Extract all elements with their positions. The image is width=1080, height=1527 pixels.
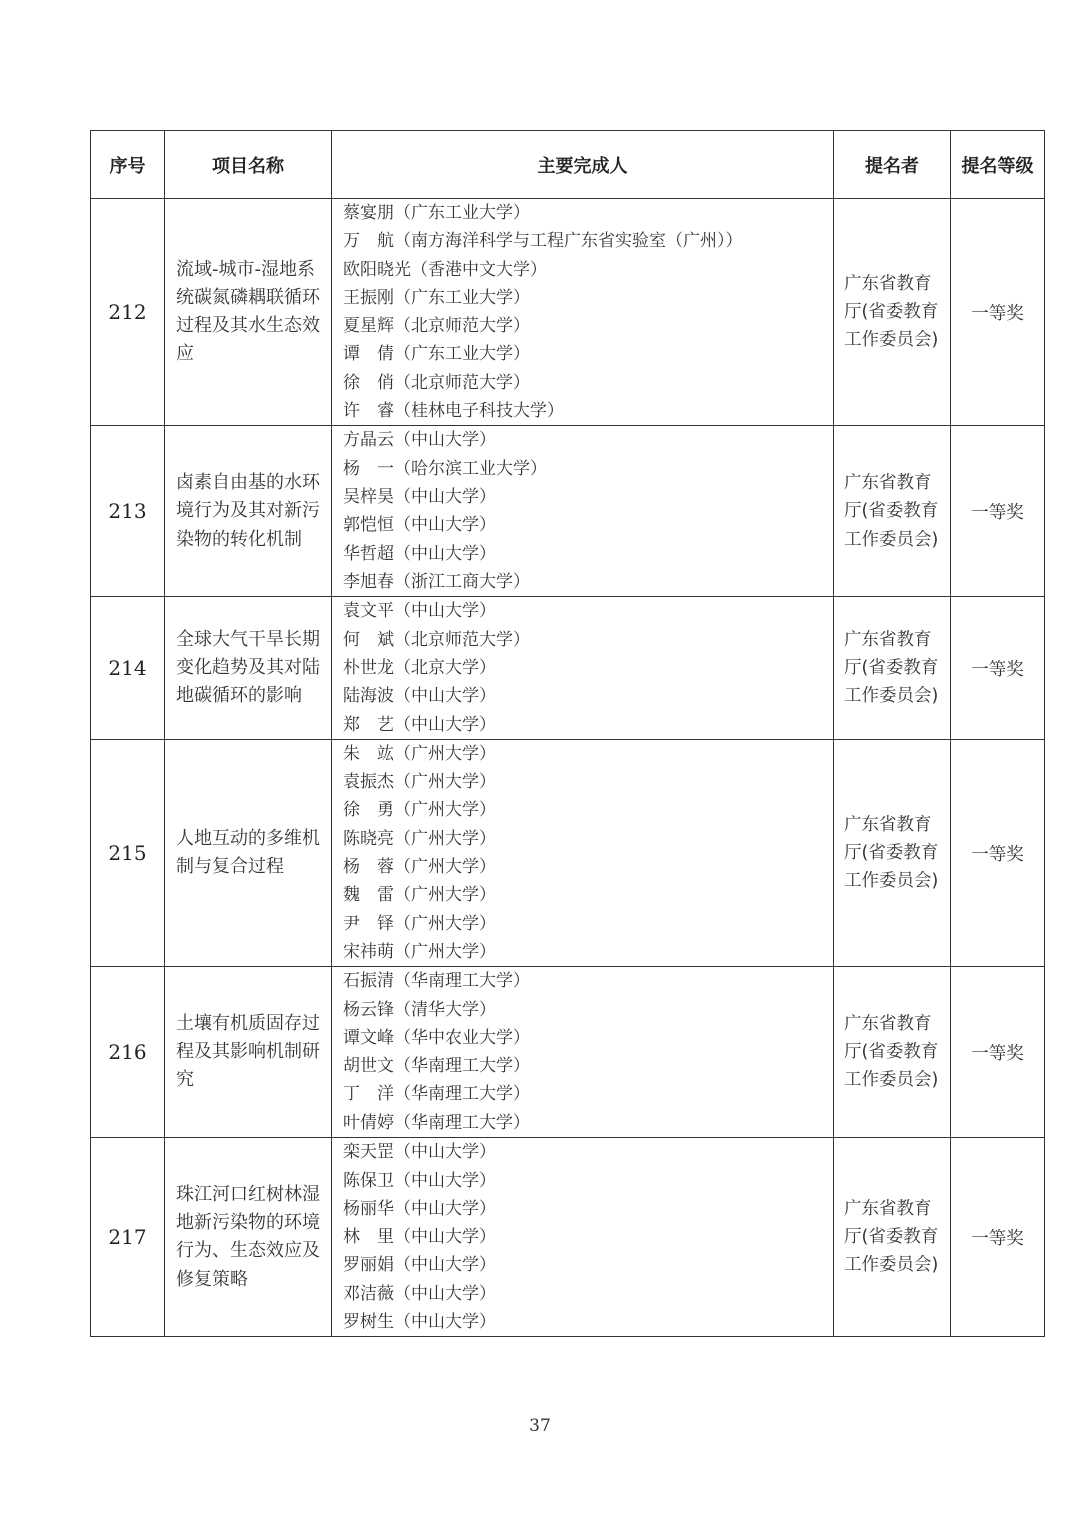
table-row	[91, 739, 1045, 966]
contributor-entry: 郑 艺（中山大学）	[343, 714, 496, 735]
header-project-name: 项目名称	[165, 131, 332, 199]
contributor-entry: 许 睿（桂林电子科技大学）	[343, 401, 564, 422]
contributor-entry: 杨丽华（中山大学）	[343, 1198, 496, 1219]
table-body	[91, 199, 1045, 1337]
contributor-entry: 邓洁薇（中山大学）	[343, 1283, 496, 1304]
row-nomination-level: 一等奖	[951, 199, 1045, 426]
contributor-entry: 陈晓亮（广州大学）	[343, 828, 496, 849]
row-project-name: 全球大气干旱长期变化趋势及其对陆地碳循环的影响	[165, 597, 332, 739]
contributor-entry: 吴梓昊（中山大学）	[343, 486, 496, 507]
row-nominator: 广东省教育厅(省委教育工作委员会)	[834, 967, 951, 1138]
row-contributors	[332, 739, 834, 966]
row-seq-number: 215	[91, 739, 165, 966]
table-header-row	[91, 131, 1045, 199]
contributor-entry: 李旭春（浙江工商大学）	[343, 571, 530, 592]
row-project-name: 卤素自由基的水环境行为及其对新污染物的转化机制	[165, 426, 332, 597]
row-nomination-level: 一等奖	[951, 967, 1045, 1138]
table-row	[91, 597, 1045, 739]
contributor-entry: 欧阳晓光（香港中文大学）	[343, 259, 547, 280]
contributor-entry: 杨 一（哈尔滨工业大学）	[343, 458, 547, 479]
award-nomination-table	[90, 130, 1045, 1337]
contributor-entry: 杨云锋（清华大学）	[343, 999, 496, 1020]
row-contributors	[332, 199, 834, 426]
contributor-entry: 丁 洋（华南理工大学）	[343, 1084, 530, 1105]
row-seq-number: 213	[91, 426, 165, 597]
row-nominator: 广东省教育厅(省委教育工作委员会)	[834, 739, 951, 966]
contributor-entry: 杨 蓉（广州大学）	[343, 857, 496, 878]
row-nomination-level: 一等奖	[951, 597, 1045, 739]
row-seq-number: 212	[91, 199, 165, 426]
contributor-entry: 谭 倩（广东工业大学）	[343, 344, 530, 365]
contributor-entry: 叶倩婷（华南理工大学）	[343, 1112, 530, 1133]
row-nomination-level: 一等奖	[951, 739, 1045, 966]
row-project-name: 流域-城市-湿地系统碳氮磷耦联循环过程及其水生态效应	[165, 199, 332, 426]
contributor-entry: 魏 雷（广州大学）	[343, 885, 496, 906]
page-number: 37	[529, 1416, 551, 1436]
row-nominator: 广东省教育厅(省委教育工作委员会)	[834, 597, 951, 739]
row-seq-number: 216	[91, 967, 165, 1138]
row-seq-number: 214	[91, 597, 165, 739]
contributor-entry: 谭文峰（华中农业大学）	[343, 1027, 530, 1048]
row-nomination-level: 一等奖	[951, 1138, 1045, 1337]
row-nominator: 广东省教育厅(省委教育工作委员会)	[834, 426, 951, 597]
contributor-entry: 徐 俏（北京师范大学）	[343, 372, 530, 393]
contributor-entry: 王振刚（广东工业大学）	[343, 287, 530, 308]
contributor-entry: 朴世龙（北京大学）	[343, 657, 496, 678]
row-project-name: 珠江河口红树林湿地新污染物的环境行为、生态效应及修复策略	[165, 1138, 332, 1337]
row-nomination-level: 一等奖	[951, 426, 1045, 597]
contributor-entry: 罗树生（中山大学）	[343, 1312, 496, 1333]
contributor-entry: 华哲超（中山大学）	[343, 543, 496, 564]
row-project-name: 人地互动的多维机制与复合过程	[165, 739, 332, 966]
contributor-entry: 栾天罡（中山大学）	[343, 1142, 496, 1163]
contributor-entry: 万 航（南方海洋科学与工程广东省实验室（广州））	[343, 231, 743, 252]
row-nominator: 广东省教育厅(省委教育工作委员会)	[834, 199, 951, 426]
header-seq: 序号	[91, 131, 165, 199]
contributor-entry: 袁振杰（广州大学）	[343, 772, 496, 793]
contributor-entry: 方晶云（中山大学）	[343, 430, 496, 451]
table-row	[91, 426, 1045, 597]
row-project-name: 土壤有机质固存过程及其影响机制研究	[165, 967, 332, 1138]
contributor-entry: 罗丽娟（中山大学）	[343, 1255, 496, 1276]
contributor-entry: 石振清（华南理工大学）	[343, 971, 530, 992]
contributor-entry: 尹 铎（广州大学）	[343, 913, 496, 934]
row-contributors	[332, 426, 834, 597]
row-seq-number: 217	[91, 1138, 165, 1337]
header-nominator: 提名者	[834, 131, 951, 199]
table-row	[91, 1138, 1045, 1337]
table-row	[91, 199, 1045, 426]
row-nominator: 广东省教育厅(省委教育工作委员会)	[834, 1138, 951, 1337]
row-contributors	[332, 967, 834, 1138]
contributor-entry: 徐 勇（广州大学）	[343, 800, 496, 821]
contributor-entry: 林 里（中山大学）	[343, 1227, 496, 1248]
contributor-entry: 胡世文（华南理工大学）	[343, 1056, 530, 1077]
contributor-entry: 宋祎萌（广州大学）	[343, 941, 496, 962]
contributor-entry: 何 斌（北京师范大学）	[343, 629, 530, 650]
header-nomination-level: 提名等级	[951, 131, 1045, 199]
contributor-entry: 蔡宴朋（广东工业大学）	[343, 203, 530, 223]
header-main-contributors: 主要完成人	[332, 131, 834, 199]
row-contributors	[332, 1138, 834, 1337]
row-contributors	[332, 597, 834, 739]
contributor-entry: 陈保卫（中山大学）	[343, 1170, 496, 1191]
contributor-entry: 朱 竑（广州大学）	[343, 743, 496, 764]
table-row	[91, 967, 1045, 1138]
contributor-entry: 夏星辉（北京师范大学）	[343, 316, 530, 337]
contributor-entry: 袁文平（中山大学）	[343, 601, 496, 622]
contributor-entry: 陆海波（中山大学）	[343, 686, 496, 707]
contributor-entry: 郭恺恒（中山大学）	[343, 515, 496, 536]
